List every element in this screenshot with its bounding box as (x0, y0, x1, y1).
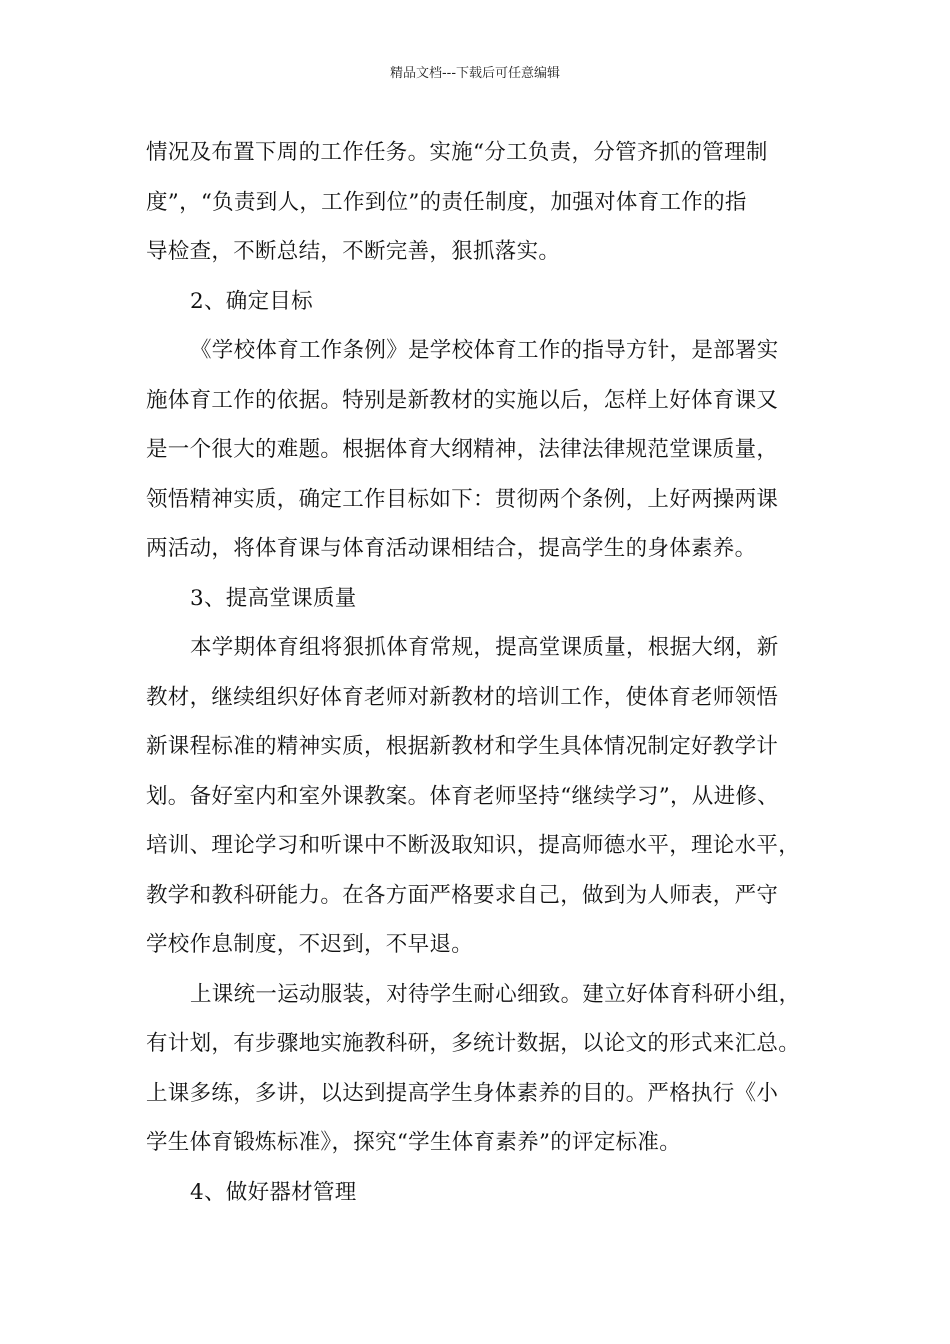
text-line: 学生体育锻炼标准》，探究“学生体育素养”的评定标准。 (146, 1130, 682, 1155)
text-line: 情况及布置下周的工作任务。实施“分工负责，分管齐抓的管理制 (146, 140, 768, 165)
text-line: 新课程标准的精神实质，根据新教材和学生具体情况制定好教学计 (146, 734, 779, 759)
text-line: 施体育工作的依据。特别是新教材的实施以后，怎样上好体育课又 (146, 387, 779, 413)
text-line: 划。备好室内和室外课教案。体育老师坚持“继续学习”，从进修、 (146, 783, 779, 809)
text-line: 2、确定目标 (190, 288, 313, 314)
text-line: 是一个很大的难题。根据体育大纲精神，法律法律规范堂课质量， (146, 437, 779, 462)
text-line: 教材，继续组织好体育老师对新教材的培训工作，使体育老师领悟 (146, 684, 779, 710)
text-line: 有计划，有步骤地实施教科研，多统计数据，以论文的形式来汇总。 (146, 1031, 801, 1056)
text-line: 4、做好器材管理 (190, 1179, 357, 1205)
text-line: 两活动，将体育课与体育活动课相结合，提高学生的身体素养。 (146, 536, 757, 561)
text-line: 《学校体育工作条例》是学校体育工作的指导方针，是部署实 (190, 338, 779, 363)
text-line: 培训、理论学习和听课中不断汲取知识，提高师德水平，理论水平， (146, 833, 801, 858)
text-line: 学校作息制度，不迟到，不早退。 (146, 932, 474, 957)
text-line: 3、提高堂课质量 (190, 585, 357, 611)
text-line: 度”，“负责到人，工作到位”的责任制度，加强对体育工作的指 (146, 189, 747, 215)
text-line: 导检查，不断总结，不断完善，狠抓落实。 (146, 239, 561, 264)
page-header: 精品文档---下载后可任意编辑 (389, 66, 561, 81)
text-line: 教学和教科研能力。在各方面严格要求自己，做到为人师表，严守 (146, 882, 779, 908)
text-line: 上课多练，多讲，以达到提高学生身体素养的目的。严格执行《小 (146, 1080, 779, 1106)
text-line: 领悟精神实质，确定工作目标如下：贯彻两个条例，上好两操两课 (146, 486, 779, 512)
text-line: 上课统一运动服装，对待学生耐心细致。建立好体育科研小组， (190, 981, 801, 1007)
text-line: 本学期体育组将狠抓体育常规，提高堂课质量，根据大纲，新 (190, 635, 779, 660)
document-body (146, 128, 806, 1217)
